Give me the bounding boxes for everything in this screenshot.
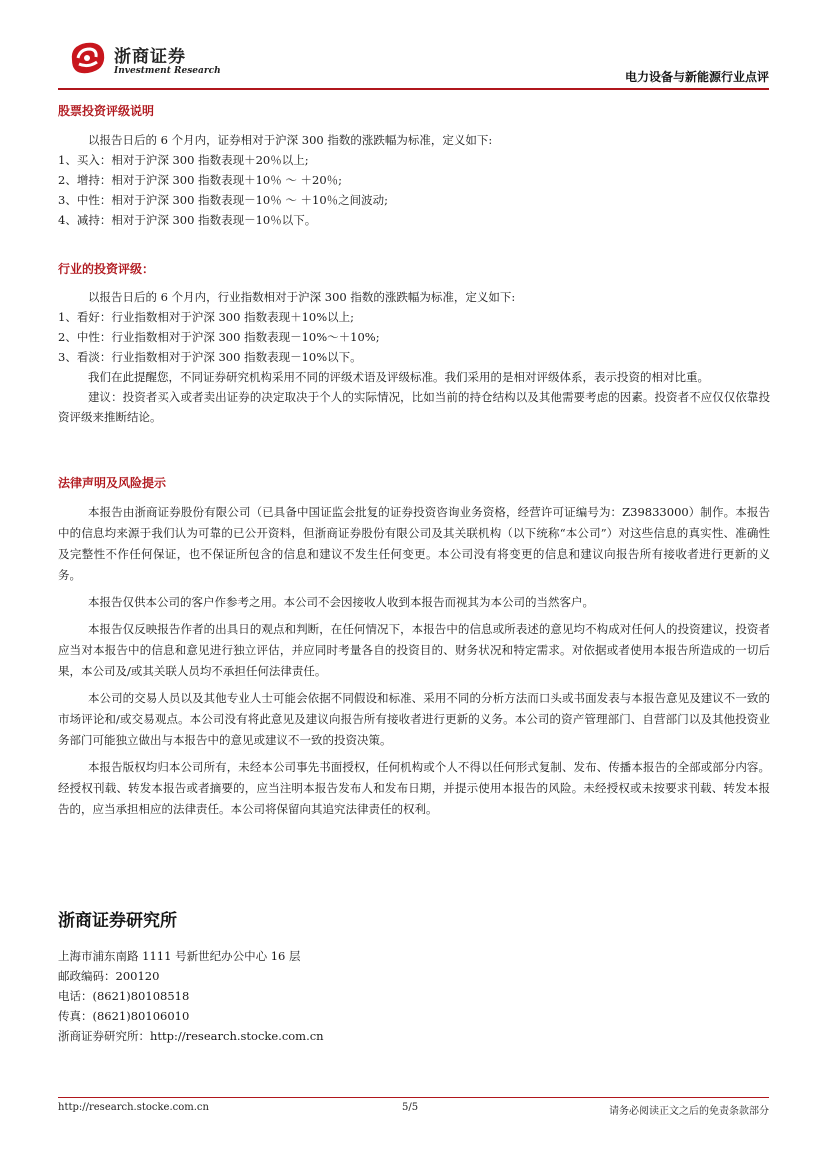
industry-rating-item: 3、看淡：行业指数相对于沪深 300 指数表现－10%以下。	[58, 350, 362, 364]
page-number: 5/5	[402, 1102, 419, 1113]
industry-rating-item: 1、看好：行业指数相对于沪深 300 指数表现＋10%以上;	[58, 310, 355, 324]
industry-rating-advice: 建议：投资者买入或者卖出证券的决定取决于个人的实际情况，比如当前的持仓结构以及其他需要考虑的因素。投资者不应仅仅依靠投资评级来推断结论。	[58, 390, 770, 424]
report-type-label: 电力设备与新能源行业点评	[624, 70, 769, 84]
industry-rating-item: 2、中性：行业指数相对于沪深 300 指数表现－10%～＋10%;	[58, 330, 380, 344]
stock-rating-item: 1、买入：相对于沪深 300 指数表现＋20％以上;	[58, 153, 309, 167]
institute-fax: 传真：(8621)80106010	[58, 1009, 190, 1023]
stock-rating-item: 4、减持：相对于沪深 300 指数表现－10％以下。	[58, 213, 317, 227]
legal-paragraph: 本报告由浙商证券股份有限公司（已具备中国证监会批复的证券投资咨询业务资格，经营许可证编号为：Z39833000）制作。本报告中的信息均来源于我们认为可靠的已公开资料，但浙商证券股份有限公司及其关联机构（以下统称“本公司”）对这些信息的真实性、准确性及完整性不作任何保证，也不保证所包含的信息和建议不发生任何变更。本公司没有将变更的信息和建议向报告所有接收者进行更新的义务。	[58, 505, 770, 582]
industry-rating-title: 行业的投资评级：	[58, 262, 155, 276]
stock-rating-body	[58, 130, 770, 230]
institute-phone: 电话：(8621)80108518	[58, 989, 190, 1003]
stock-rating-intro: 以报告日后的 6 个月内，证券相对于沪深 300 指数的涨跌幅为标准，定义如下:	[88, 133, 493, 147]
legal-body	[58, 502, 770, 820]
brand-name-en: Investment Research	[114, 66, 221, 76]
footer-divider	[58, 1097, 769, 1098]
institute-contact	[58, 946, 324, 1046]
industry-rating-note: 我们在此提醒您，不同证券研究机构采用不同的评级术语及评级标准。我们采用的是相对评级体系，表示投资的相对比重。	[88, 370, 709, 384]
legal-title: 法律声明及风险提示	[58, 476, 167, 490]
zheshang-logo-icon	[66, 40, 108, 76]
legal-paragraph: 本报告仅供本公司的客户作参考之用。本公司不会因接收人收到本报告而视其为本公司的当然客户。	[88, 595, 594, 609]
institute-postcode: 邮政编码：200120	[58, 969, 160, 983]
footer-disclaimer: 请务必阅读正文之后的免责条款部分	[609, 1106, 769, 1117]
institute-website[interactable]: 浙商证券研究所：http://research.stocke.com.cn	[58, 1029, 324, 1043]
legal-paragraph: 本报告仅反映报告作者的出具日的观点和判断，在任何情况下，本报告中的信息或所表述的意见均不构成对任何人的投资建议，投资者应当对本报告中的信息和意见进行独立评估，并应同时考量各自的投资目的、财务状况和特定需求。对依据或者使用本报告所造成的一切后果，本公司及/或其关联人员均不承担任何法律责任。	[58, 622, 770, 678]
stock-rating-item: 3、中性：相对于沪深 300 指数表现－10％ ～ ＋10％之间波动;	[58, 193, 389, 207]
stock-rating-title: 股票投资评级说明	[58, 104, 155, 118]
stock-rating-item: 2、增持：相对于沪深 300 指数表现＋10％ ～ ＋20％;	[58, 173, 343, 187]
institute-address: 上海市浦东南路 1111 号新世纪办公中心 16 层	[58, 949, 301, 963]
institute-name: 浙商证券研究所	[58, 911, 177, 931]
header-divider	[58, 88, 769, 90]
legal-paragraph: 本公司的交易人员以及其他专业人士可能会依据不同假设和标准、采用不同的分析方法而口头或书面发表与本报告意见及建议不一致的市场评论和/或交易观点。本公司没有将此意见及建议向报告所有接收者进行更新的义务。本公司的资产管理部门、自营部门以及其他投资业务部门可能独立做出与本报告中的意见或建议不一致的投资决策。	[58, 691, 770, 747]
industry-rating-intro: 以报告日后的 6 个月内，行业指数相对于沪深 300 指数的涨跌幅为标准，定义如下:	[88, 290, 516, 304]
legal-paragraph: 本报告版权均归本公司所有，未经本公司事先书面授权，任何机构或个人不得以任何形式复制、发布、传播本报告的全部或部分内容。经授权刊载、转发本报告或者摘要的，应当注明本报告发布人和发布日期，并提示使用本报告的风险。未经授权或未按要求刊载、转发本报告的，应当承担相应的法律责任。本公司将保留向其追究法律责任的权利。	[58, 760, 770, 816]
industry-rating-body	[58, 287, 770, 427]
brand-name-cn: 浙商证券	[114, 47, 186, 67]
footer-url-link[interactable]: http://research.stocke.com.cn	[58, 1102, 209, 1113]
